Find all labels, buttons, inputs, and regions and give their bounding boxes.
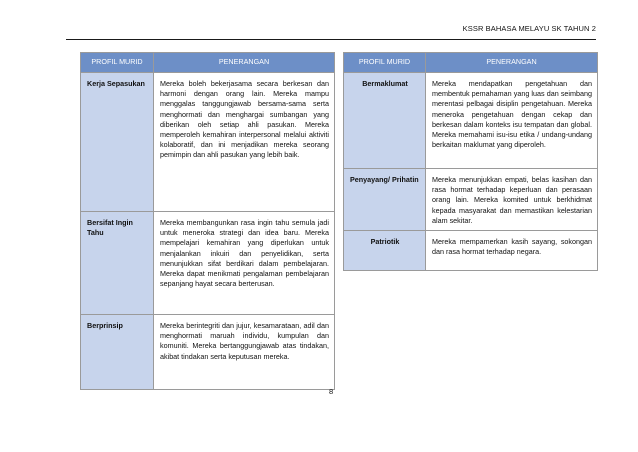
description-bermaklumat: Mereka mendapatkan pengetahuan dan membentuk pemahaman yang luas dan seimbang merentasi pelbagai disiplin pengetahuan. Mereka meneroka pengetahuan dengan cekap dan berkesan dalam konteks isu tempatan dan global. Mereka memahami isu-isu etika / undang-undang berkaitan maklumat yang diperoleh. (426, 73, 598, 169)
profile-bermaklumat: Bermaklumat (344, 73, 426, 169)
table-row (344, 73, 598, 169)
left-col-description-header: PENERANGAN (154, 53, 335, 73)
description-penyayang-prihatin: Mereka menunjukkan empati, belas kasihan dan rasa hormat terhadap keperluan dan perasaan orang lain. Mereka komited untuk berkhidmat kepada masyarakat dan memastikan kelestarian alam sekitar. (426, 169, 598, 231)
page-number: 8 (329, 387, 334, 396)
description-kerja-sepasukan: Mereka boleh bekerjasama secara berkesan dan harmoni dengan orang lain. Mereka mampu menggalas tanggungjawab bersama-sama serta menghormati dan menghargai sumbangan yang diberikan oleh setiap ahli pasukan. Mereka memperoleh kemahiran interpersonal melalui aktiviti kolaboratif, dan ini menjadikan mereka seorang pemimpin dan ahli pasukan yang lebih baik. (154, 73, 335, 212)
table-row (81, 212, 335, 315)
header-rule (66, 39, 596, 40)
profile-berprinsip: Berprinsip (81, 315, 154, 390)
left-col-profile-header: PROFIL MURID (81, 53, 154, 73)
right-col-profile-header: PROFIL MURID (344, 53, 426, 73)
table-row (81, 73, 335, 212)
right-profile-table (343, 52, 598, 271)
right-col-description-header: PENERANGAN (426, 53, 598, 73)
description-bersifat-ingin-tahu: Mereka membangunkan rasa ingin tahu semula jadi untuk meneroka strategi dan idea baru. Mereka mempelajari kemahiran yang diperlukan untuk menjalankan inkuiri dan penyelidikan, serta menunjukkan sifat berdikari dalam pembelajaran. Mereka dapat menikmati pengalaman pembelajaran sepanjang hayat secara berterusan. (154, 212, 335, 315)
document-header: KSSR BAHASA MELAYU SK TAHUN 2 (462, 24, 596, 33)
description-berprinsip: Mereka berintegriti dan jujur, kesamarataan, adil dan menghormati maruah individu, kumpulan dan komuniti. Mereka bertanggungjawab atas tindakan, akibat tindakan serta keputusan mereka. (154, 315, 335, 390)
table-row (81, 315, 335, 390)
profile-patriotik: Patriotik (344, 231, 426, 271)
table-row (344, 231, 598, 271)
table-row (344, 169, 598, 231)
profile-kerja-sepasukan: Kerja Sepasukan (81, 73, 154, 212)
left-profile-table (80, 52, 335, 390)
description-patriotik: Mereka mempamerkan kasih sayang, sokongan dan rasa hormat terhadap negara. (426, 231, 598, 271)
profile-penyayang-prihatin: Penyayang/ Prihatin (344, 169, 426, 231)
profile-bersifat-ingin-tahu: Bersifat Ingin Tahu (81, 212, 154, 315)
